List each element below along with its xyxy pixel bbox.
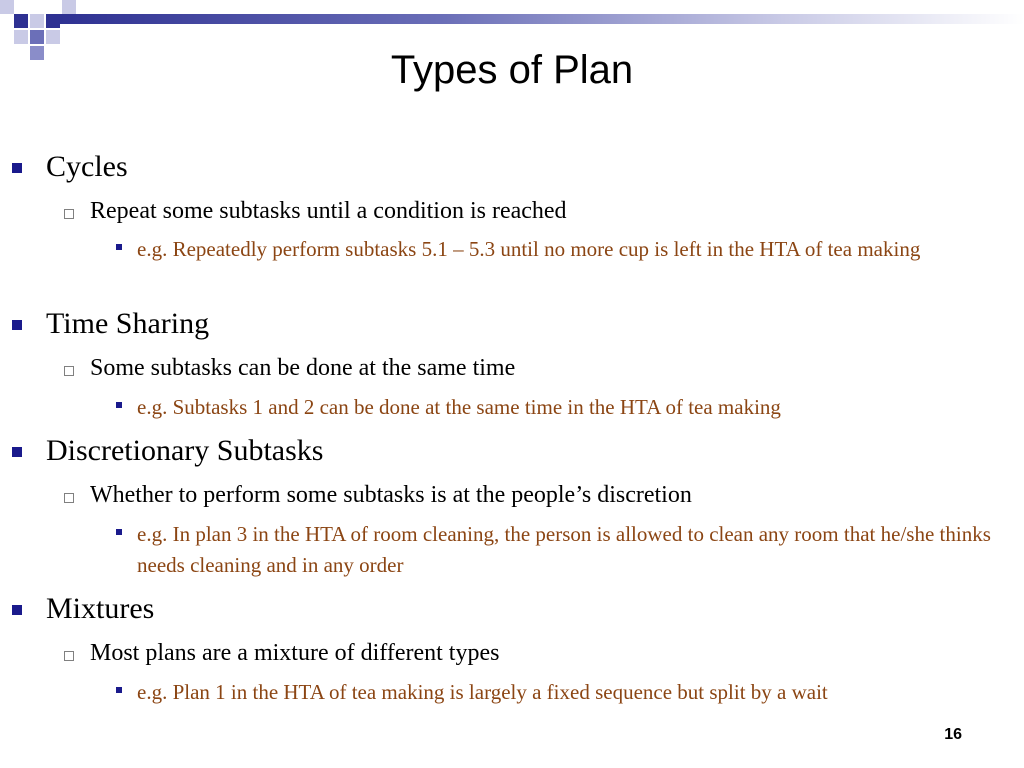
small-square-bullet-icon xyxy=(116,244,122,250)
example-cycles xyxy=(116,234,1017,265)
small-square-bullet-icon xyxy=(116,402,122,408)
sub-bullet-text: Most plans are a mixture of different types xyxy=(90,640,500,666)
sub-bullet-text: Repeat some subtasks until a condition is reached xyxy=(90,198,567,224)
slide-title: Types of Plan xyxy=(390,48,634,92)
small-square-bullet-icon xyxy=(116,687,122,693)
example-discretionary-subtasks xyxy=(116,519,1017,581)
sub-bullet-cycles xyxy=(64,198,567,225)
square-bullet-icon xyxy=(12,320,22,330)
square-bullet-icon xyxy=(12,605,22,615)
sub-bullet-time-sharing xyxy=(64,355,515,382)
hollow-square-bullet-icon xyxy=(64,366,74,376)
example-text: e.g. Repeatedly perform subtasks 5.1 – 5.3 until no more cup is left in the HTA of tea making xyxy=(137,237,921,261)
hollow-square-bullet-icon xyxy=(64,651,74,661)
bullet-heading: Mixtures xyxy=(46,592,155,625)
sub-bullet-text: Some subtasks can be done at the same time xyxy=(90,355,516,381)
example-mixtures xyxy=(116,677,1017,708)
hollow-square-bullet-icon xyxy=(64,493,74,503)
bullet-time-sharing xyxy=(12,307,209,341)
example-time-sharing xyxy=(116,392,1017,423)
bullet-discretionary-subtasks xyxy=(12,434,323,468)
example-text: e.g. Subtasks 1 and 2 can be done at the same time in the HTA of tea making xyxy=(137,395,781,419)
hollow-square-bullet-icon xyxy=(64,209,74,219)
small-square-bullet-icon xyxy=(116,529,122,535)
page-number: 16 xyxy=(944,726,962,743)
sub-bullet-mixtures xyxy=(64,640,499,667)
sub-bullet-discretionary-subtasks xyxy=(64,482,692,509)
square-bullet-icon xyxy=(12,163,22,173)
bullet-mixtures xyxy=(12,592,154,626)
bullet-heading: Cycles xyxy=(46,150,128,183)
bullet-heading: Discretionary Subtasks xyxy=(46,434,324,467)
sub-bullet-text: Whether to perform some subtasks is at the people’s discretion xyxy=(90,482,692,508)
example-text: e.g. Plan 1 in the HTA of tea making is largely a fixed sequence but split by a wait xyxy=(137,680,828,704)
bullet-heading: Time Sharing xyxy=(46,307,210,340)
square-bullet-icon xyxy=(12,447,22,457)
header-gradient-bar xyxy=(60,14,1024,24)
bullet-cycles xyxy=(12,150,128,184)
example-text: e.g. In plan 3 in the HTA of room cleaning, the person is allowed to clean any room that he/she thinks needs cleaning and in any order xyxy=(137,522,991,577)
